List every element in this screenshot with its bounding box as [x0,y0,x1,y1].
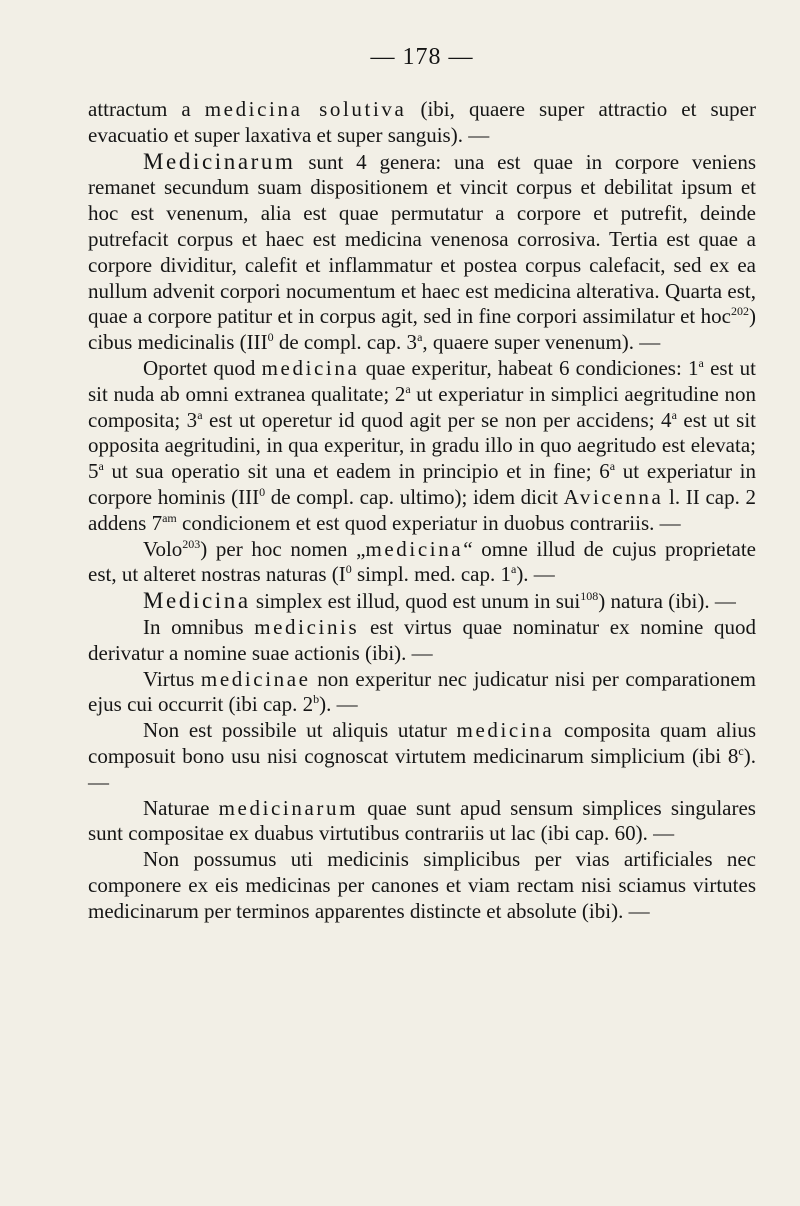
emphasized-term: Avicenna [563,484,664,509]
superscript: 0 [345,562,352,577]
paragraph [88,718,756,795]
emphasized-term: Medicinarum [143,148,296,174]
superscript: 202 [731,304,749,319]
text-run: ). — [88,743,756,794]
emphasized-term: medicina solutiva [204,97,407,121]
text-run: ). — [319,692,358,717]
text-run: condicionem et est quod experiatur in duobus contrariis. — [176,510,681,535]
superscript: 0 [259,484,266,499]
text-run: est ut operetur id quod agit per se non per accidens; 4 [202,407,672,432]
text-run: simpl. med. cap. 1 [351,562,511,587]
text-run: est ut sit opposita aegritudini, in qua experitur, in gradu illo in quo aegritudo est elevata; 5 [88,407,756,484]
superscript: a [698,355,704,370]
text-run: quae experitur, habeat 6 condiciones: 1 [359,355,699,380]
text-run: de compl. cap. ultimo); idem dicit [265,484,564,509]
text-run: ut sua operatio sit una et eadem in principio et in fine; 6 [103,459,610,484]
page-number: — 178 — [370,44,474,70]
superscript: 203 [182,536,201,551]
superscript: a [671,407,677,422]
superscript: 0 [267,330,274,345]
document-body [88,97,756,925]
emphasized-term: medicinae [200,666,311,691]
text-run: composita quam alius composuit bono usu nisi cognoscat virtutem medicinarum simplicium (ibi 8 [88,718,756,768]
text-run: sunt 4 genera: una est quae in corpore veniens remanet secundum suam dispositionem et vincit corpus et debilitat ipsum et hoc est venenum, alia est quae permutatur a corpore et putrefit, deinde putrefacit corpus et haec est medicina venenosa corrosiva. Tertia est quae a corpore dividitur, calefit et inflammatur et postea corpus calefacit, sed ex ea nullum advenit corpori nocumentum et haec est medicina alterativa. Quarta est, quae a corpore patitur et in corpus agit, sed in fine corpori assimilatur et hoc [88,149,756,329]
paragraph [88,149,756,356]
paragraph [88,588,756,615]
superscript: am [162,510,177,525]
text-run: ut experiatur in corpore hominis (III [88,459,756,509]
emphasized-term: Medicina [143,588,251,614]
text-run: Oportet quod [143,355,262,380]
text-run: quae sunt apud sensum simplices singulares sunt compositae ex duabus virtutibus contrariis ut lac (ibi cap. 60). — [88,795,756,846]
emphasized-term: medicinis [254,614,360,639]
paragraph [88,356,756,537]
text-run: l. II cap. 2 addens 7 [88,484,756,535]
superscript: a [510,562,517,577]
superscript: 108 [580,589,599,604]
superscript: a [98,459,104,474]
superscript: a [609,459,616,474]
text-run: Non possumus uti medicinis simplicibus per vias artificiales nec componere ex eis medicinas per canones et viam rectam nisi sciamus virtutes medicinarum per terminos apparentes distincte et absolute (ibi). — [88,847,756,923]
text-run: attractum a [88,97,205,121]
text-run: ut experiatur in simplici aegritudine non composita; 3 [88,381,756,432]
text-run: ) per hoc nomen „ [200,536,366,561]
emphasized-term: medicina [365,536,464,561]
text-run: , quaere super venenum). — [422,330,661,355]
text-run: “ omne illud de cujus proprietate est, ut alteret nostras naturas (I [88,536,756,587]
text-run: Volo [143,536,183,561]
superscript: c [738,743,744,758]
paragraph [88,847,756,924]
text-run: est virtus quae nominatur ex nomine quod derivatur a nomine suae actionis (ibi). — [88,614,756,665]
text-run: simplex est illud, quod est unum in sui [250,589,581,614]
superscript: a [405,381,411,396]
text-run: est ut sit nuda ab omni extranea qualitate; 2 [88,355,756,406]
emphasized-term: medicina [261,355,360,380]
text-run: ) natura (ibi). — [598,589,736,614]
text-run: Non est possibile ut aliquis utatur [143,718,457,743]
paragraph [88,615,756,667]
paragraph [88,667,756,719]
text-run: de compl. cap. 3 [273,330,418,355]
text-run: non experitur nec judicatur nisi per comparationem ejus cui occurrit (ibi cap. 2 [88,666,756,717]
text-run: (ibi, quaere super attractio et super evacuatio et super laxativa et super sanguis). — [88,97,756,147]
superscript: b [313,692,320,707]
text-run: ) cibus medicinalis (III [88,304,756,355]
paragraph [88,537,756,589]
emphasized-term: medicina [456,718,555,743]
superscript: a [197,407,203,422]
text-run: Virtus [143,666,201,691]
emphasized-term: medicinarum [218,795,359,820]
paragraph [88,97,756,149]
text-run: In omnibus [143,614,255,639]
paragraph [88,796,756,848]
text-run: Naturae [143,795,219,820]
superscript: a [417,330,423,345]
text-run: ). — [516,562,555,587]
